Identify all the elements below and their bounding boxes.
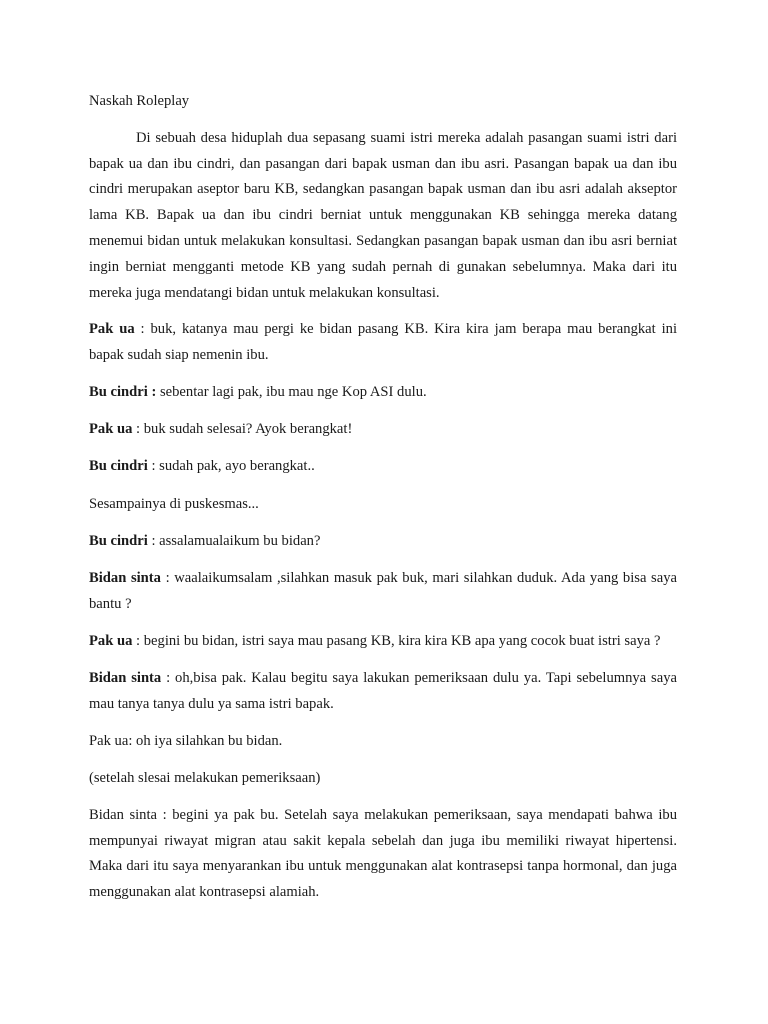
dialogue-text: : buk sudah selesai? Ayok berangkat! [132,421,353,438]
dialogue-line [89,629,677,655]
speaker-name: Pak ua [89,632,133,649]
dialogue-text: : assalamualaikum bu bidan? [147,532,321,549]
dialogue-text: sebentar lagi pak, ibu mau nge Kop ASI dulu. [156,384,427,401]
dialogue-text: (setelah slesai melakukan pemeriksaan) [89,769,321,786]
narration-paragraph: Di sebuah desa hiduplah dua sepasang suami istri mereka adalah pasangan suami istri dari bapak ua dan ibu cindri, dan pasangan dari bapak usman dan ibu asri. Pasangan bapak ua dan ibu cindri merupakan aseptor baru KB, sedangkan pasangan bapak usman dan ibu asri adalah akseptor lama KB. Bapak ua dan ibu cindri berniat untuk menggunakan KB sehingga mereka datang menemui bidan untuk melakukan konsultasi. Sedangkan pasangan bapak usman dan ibu asri berniat ingin berniat mengganti metode KB yang sudah pernah di gunakan sebelumnya. Maka dari itu mereka juga mendatangi bidan untuk melakukan konsultasi. [89,129,677,301]
dialogue-line [89,380,677,406]
dialogue-text: : waalaikumsalam ,silahkan masuk pak buk, mari silahkan duduk. Ada yang bisa saya bantu ? [89,569,677,612]
speaker-name: Bu cindri : [89,384,157,401]
dialogue-text: : begini bu bidan, istri saya mau pasang KB, kira kira KB apa yang cocok buat istri saya ? [132,632,661,649]
speaker-name: Bu cindri [89,458,148,475]
dialogue-line [89,492,677,518]
dialogue-line [89,766,677,792]
dialogue-line [89,529,677,555]
speaker-name: Bidan sinta [89,569,161,586]
dialogue-line [89,454,677,480]
dialogue-line [89,566,677,618]
speaker-name: Pak ua [89,321,135,338]
dialogue-text: : sudah pak, ayo berangkat.. [147,458,315,475]
dialogue-text: : oh,bisa pak. Kalau begitu saya lakukan pemeriksaan dulu ya. Tapi sebelumnya saya mau tanya tanya dulu ya sama istri bapak. [89,669,677,712]
dialogue-line [89,317,677,369]
dialogue-text: : buk, katanya mau pergi ke bidan pasang KB. Kira kira jam berapa mau berangkat ini bapak sudah siap nemenin ibu. [89,321,678,364]
dialogue-line [89,729,677,755]
dialogue-line [89,417,677,443]
speaker-name: Bidan sinta [89,669,162,686]
dialogue-text: Pak ua: oh iya silahkan bu bidan. [89,732,283,749]
speaker-name: Bu cindri [89,532,148,549]
dialogue-text: Sesampainya di puskesmas... [89,495,259,512]
dialogue-line [89,803,677,906]
document-page [89,89,677,917]
dialogue-line [89,666,677,718]
document-title: Naskah Roleplay [89,93,190,109]
dialogue-text: Bidan sinta : begini ya pak bu. Setelah saya melakukan pemeriksaan, saya mendapati bahwa ibu mempunyai riwayat migran atau sakit kepala sebelah dan juga ibu memiliki riwayat hipertensi. Maka dari itu saya menyarankan ibu untuk menggunakan alat kontrasepsi tanpa hormonal, dan juga menggunakan alat kontrasepsi alamiah. [89,806,677,901]
speaker-name: Pak ua [89,421,133,438]
